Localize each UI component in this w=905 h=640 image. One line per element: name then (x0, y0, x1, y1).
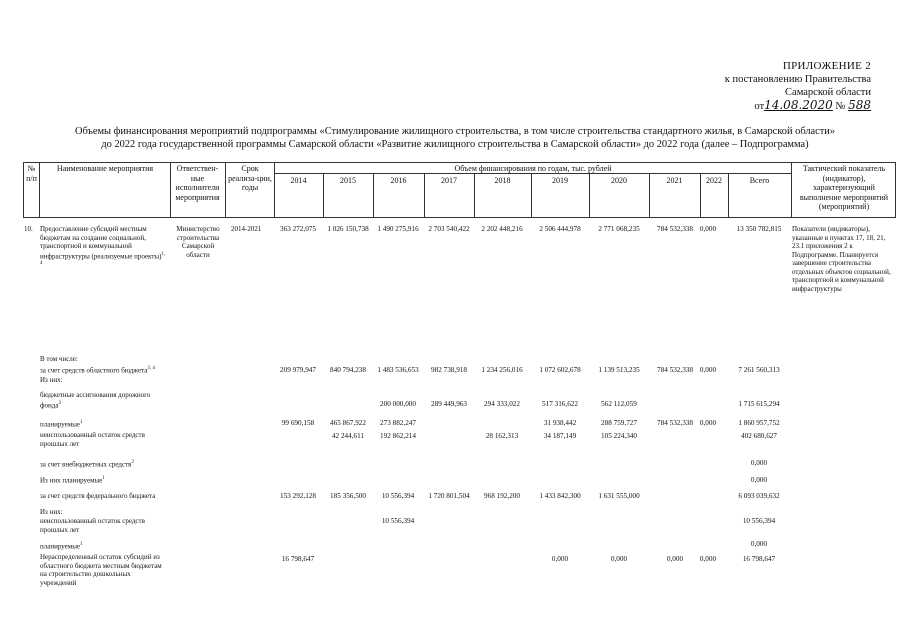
header-year-total: Всего (749, 176, 770, 185)
appendix-date-line (725, 99, 871, 113)
appendix-line2: Самарской области (785, 87, 871, 98)
extrabudgetary-text: за счет внебюджетных средств (40, 460, 132, 469)
header-year: 2019 (552, 176, 568, 185)
federal-planned-footnote: 1 (80, 542, 83, 547)
road-fund-value: 562 112,059 (601, 400, 637, 408)
federal-unused-total: 10 556,394 (742, 517, 776, 525)
row10-value: 363 272,075 (280, 225, 316, 233)
header-funding: Объем финансирования по годам, тыс. рублей (454, 164, 612, 173)
undistributed-value: 0,000 (551, 555, 569, 563)
row10-value: 2 703 540,422 (428, 225, 470, 233)
regional-budget-label (40, 365, 155, 375)
regional-value: 982 738,918 (431, 366, 467, 374)
header-indicator: Тактический показатель (индикатор), характеризующий выполнение мероприятий (мероприятий) (799, 164, 889, 211)
federal-value: 10 556,394 (381, 492, 415, 500)
row10-value: 2 506 444,978 (539, 225, 581, 233)
responsible-executor: Министерство строительства Самарской области (176, 225, 220, 259)
undistributed-value: 0,000 (610, 555, 628, 563)
regional-value: 0,000 (699, 366, 717, 374)
federal-value: 1 433 842,300 (539, 492, 581, 500)
regional-budget-text: за счет средств областного бюджета (40, 366, 148, 375)
unused-value: 105 224,340 (601, 432, 637, 440)
col-border (225, 162, 226, 218)
undistributed-value: 0,000 (699, 555, 717, 563)
appendix-title: ПРИЛОЖЕНИЕ 2 (782, 60, 871, 72)
col-border (791, 162, 792, 218)
federal-planned-text: планируемые (40, 542, 81, 551)
regional-value: 840 794,238 (330, 366, 366, 374)
regional-value: 1 234 256,016 (481, 366, 523, 374)
federal-of-them-label: Из них: (40, 508, 63, 516)
planned-value: 465 867,922 (330, 419, 366, 427)
header-top-border (23, 162, 896, 163)
row10-value: 1 490 275,916 (377, 225, 419, 233)
planned-label (40, 419, 83, 429)
regional-value: 209 979,947 (280, 366, 316, 374)
planned-value: 1 860 957,752 (738, 419, 780, 427)
appendix-block (725, 60, 871, 113)
road-fund-value: 517 316,622 (542, 400, 578, 408)
federal-planned-label (40, 541, 83, 551)
federal-value: 153 292,128 (280, 492, 316, 500)
extrabudgetary-footnote: 2 (131, 460, 134, 465)
table-header-grid (23, 162, 896, 218)
unused-balance-label: неиспользованный остаток средств прошлых лет (40, 431, 145, 448)
header-year: 2020 (611, 176, 627, 185)
document-title-line1: Объемы финансирования мероприятий подпрограммы «Стимулирование жилищного строительства, в том числе строительства стандартного жилья, в Самарской области» (74, 126, 836, 137)
header-year: 2016 (390, 176, 407, 185)
header-year: 2021 (666, 176, 683, 185)
number-prefix: № (835, 101, 846, 112)
header-num: № п/п (26, 164, 37, 183)
header-responsible: Ответствен-ные исполнители мероприятия (175, 164, 220, 202)
measure-name (40, 225, 168, 270)
unused-value: 192 862,214 (380, 432, 416, 440)
indicator-text: Показатели (индикаторы), указанные в пунктах 17, 18, 21, 23.1 приложения 2 к Подпрограмме. Планируется завершение строительства отдельных объектов социальной, транспортной и коммунальной инфраструктуры (792, 225, 891, 293)
planned-value: 288 759,727 (601, 419, 637, 427)
measure-name-footnote: 1, 4 (40, 251, 166, 267)
road-fund-label (40, 391, 168, 409)
federal-value: 185 356,500 (330, 492, 366, 500)
road-fund-value: 289 449,963 (431, 400, 467, 408)
regional-value: 1 139 513,235 (598, 366, 640, 374)
decree-number: 588 (848, 98, 871, 112)
planned-value: 31 938,442 (543, 419, 577, 427)
undistributed-value: 0,000 (666, 555, 684, 563)
extra-planned-footnote: 1 (102, 476, 105, 481)
header-term: Срок реализа-ции, годы (228, 164, 272, 192)
row10-value: 784 532,338 (657, 225, 693, 233)
row-number: 10. (24, 225, 33, 233)
unused-value: 402 680,627 (741, 432, 777, 440)
header-year: 2018 (494, 176, 511, 185)
row10-value: 2 202 448,216 (481, 225, 523, 233)
row10-value: 1 026 150,738 (327, 225, 369, 233)
of-them-label: Из них: (40, 376, 63, 384)
federal-value: 1 631 555,000 (598, 492, 640, 500)
appendix-line1: к постановлению Правительства (724, 74, 871, 85)
header-bottom-border (23, 217, 896, 218)
extrabudgetary-total: 0,000 (750, 459, 768, 467)
extrabudgetary-label (40, 459, 134, 469)
date-prefix: от (754, 101, 765, 112)
header-name: Наименование мероприятия (56, 164, 154, 173)
in-that-label: В том числе: (40, 355, 78, 363)
planned-value: 0,000 (699, 419, 717, 427)
header-year: 2017 (441, 176, 457, 185)
regional-value: 7 261 560,313 (738, 366, 780, 374)
undistributed-label: Нераспределенный остаток субсидий из областного бюджета местным бюджетам на строительство дошкольных учреждений (40, 553, 162, 587)
row10-value: 0,000 (699, 225, 717, 233)
extra-planned-text: Из них планируемые (40, 476, 103, 485)
header-year: 2015 (340, 176, 356, 185)
federal-budget-label: за счет средств федерального бюджета (40, 492, 156, 500)
regional-value: 1 483 536,653 (377, 366, 419, 374)
road-fund-value: 294 333,022 (484, 400, 520, 408)
road-fund-text: бюджетные ассигнования дорожного фонда (40, 391, 151, 409)
federal-unused-value: 10 556,394 (381, 517, 415, 525)
document-title (30, 125, 880, 151)
unused-value: 28 162,313 (485, 432, 519, 440)
header-year: 2022 (706, 176, 722, 185)
planned-text: планируемые (40, 420, 81, 429)
document-title-line2: до 2022 года государственной программы Самарской области «Развитие жилищного строительства в Самарской области» до 2022 года (далее – Подпрограмма) (101, 139, 809, 150)
row10-value: 13 350 782,815 (736, 225, 782, 233)
planned-value: 99 690,158 (281, 419, 315, 427)
federal-value: 6 093 039,632 (738, 492, 780, 500)
federal-unused-label: неиспользованный остаток средств прошлых лет (40, 517, 145, 534)
measure-name-text: Предоставление субсидий местным бюджетам на создание социальной, транспортной и коммунальной инфраструктуры (реализуемые проекты) (40, 225, 162, 260)
unused-value: 34 187,149 (543, 432, 577, 440)
regional-footnote: 3, 4 (147, 366, 155, 371)
federal-value: 1 720 801,504 (428, 492, 470, 500)
decree-date: 14.08.2020 (764, 98, 833, 112)
regional-value: 784 532,338 (657, 366, 693, 374)
regional-value: 1 072 602,678 (539, 366, 581, 374)
extra-planned-total: 0,000 (750, 476, 768, 484)
road-fund-value: 1 715 615,294 (738, 400, 780, 408)
undistributed-value: 16 798,647 (281, 555, 315, 563)
road-fund-value: 200 000,000 (380, 400, 416, 408)
col-border (39, 162, 40, 218)
federal-planned-total: 0,000 (750, 540, 768, 548)
col-border (895, 162, 896, 218)
extra-planned-label (40, 475, 105, 485)
planned-value: 784 532,338 (657, 419, 693, 427)
implementation-term: 2014-2021 (231, 225, 262, 233)
undistributed-value: 16 798,647 (742, 555, 776, 563)
header-year: 2014 (290, 176, 307, 185)
unused-value: 42 244,611 (331, 432, 365, 440)
road-fund-footnote: 2 (58, 400, 61, 406)
row10-value: 2 771 068,235 (598, 225, 640, 233)
planned-footnote: 1 (80, 420, 83, 425)
planned-value: 273 882,247 (380, 419, 416, 427)
federal-value: 968 192,200 (484, 492, 520, 500)
